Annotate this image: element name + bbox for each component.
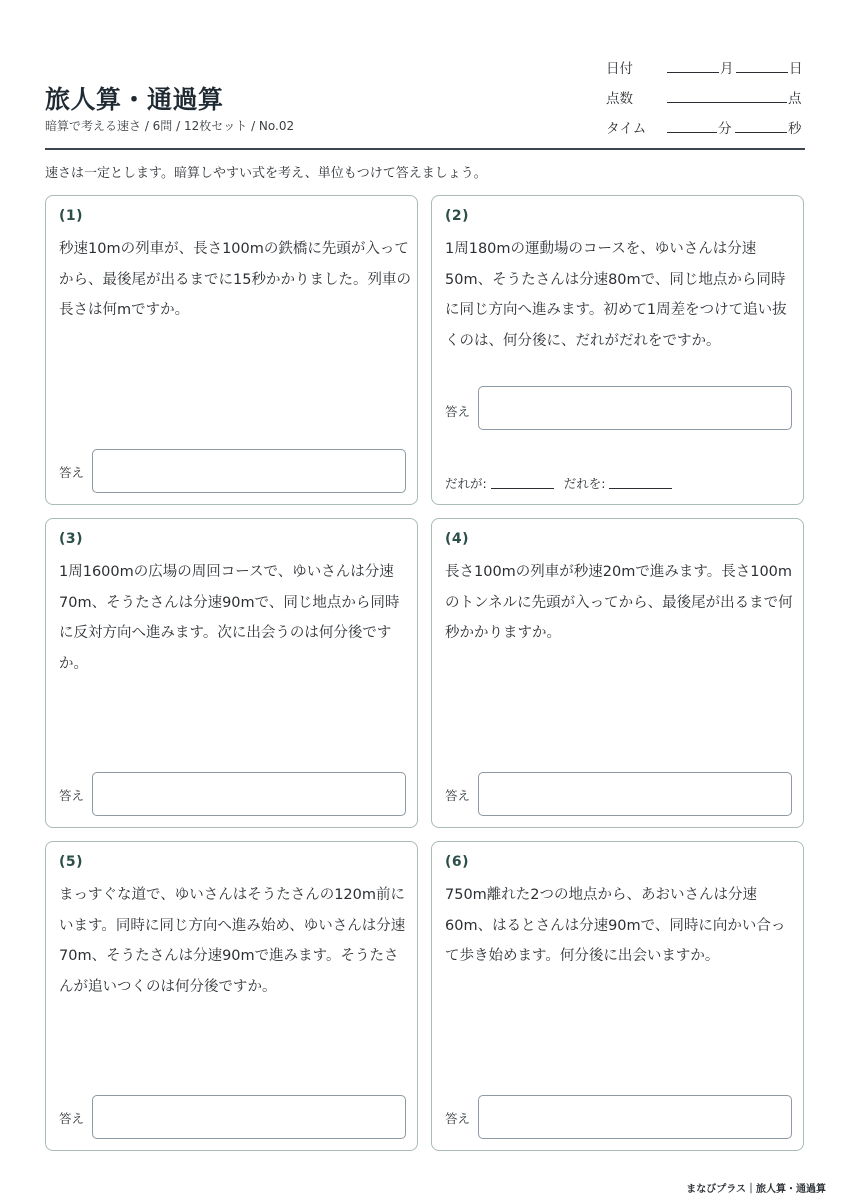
date-row	[606, 57, 806, 77]
question-card-2	[431, 195, 804, 505]
header-divider	[45, 148, 805, 150]
question-card-4	[431, 518, 804, 828]
question-text: 1周1600mの広場の周回コースで、ゆいさんは分速70m、そうたさんは分速90mで、同じ地点から同時に反対方向へ進みます。次に出会うのは何分後ですか。	[59, 564, 400, 672]
second-unit: 秒	[788, 121, 802, 137]
who-blank[interactable]	[491, 488, 554, 489]
date-label: 日付	[606, 61, 633, 77]
minute-blank[interactable]	[667, 132, 717, 133]
question-card-5	[45, 841, 418, 1151]
score-label: 点数	[606, 91, 633, 107]
day-blank[interactable]	[736, 72, 788, 73]
question-number: (1)	[59, 208, 84, 224]
score-row	[606, 87, 806, 107]
question-card-1	[45, 195, 418, 505]
answer-box[interactable]	[478, 1095, 792, 1139]
whom-blank[interactable]	[609, 488, 672, 489]
answer-box[interactable]	[478, 386, 792, 430]
answer-label: 答え	[59, 465, 85, 480]
second-blank[interactable]	[735, 132, 787, 133]
question-number: (3)	[59, 531, 84, 547]
question-text: 長さ100mの列車が秒速20mで進みます。長さ100mのトンネルに先頭が入ってから、最後尾が出るまで何秒かかりますか。	[445, 564, 793, 641]
instructions: 速さは一定とします。暗算しやすい式を考え、単位もつけて答えましょう。	[45, 166, 487, 181]
score-unit: 点	[788, 91, 802, 107]
day-unit: 日	[789, 61, 803, 77]
question-text: まっすぐな道で、ゆいさんはそうたさんの120m前にいます。同時に同じ方向へ進み始め、ゆいさんは分速70m、そうたさんは分速90mで進みます。そうたさんが追いつくのは何分後ですか。	[59, 887, 406, 995]
question-text: 1周180mの運動場のコースを、ゆいさんは分速50m、そうたさんは分速80mで、同じ地点から同時に同じ方向へ進みます。初めて1周差をつけて追い抜くのは、何分後に、だれがだれをですか。	[445, 241, 787, 349]
answer-label: 答え	[59, 1111, 85, 1126]
answer-label: 答え	[445, 404, 471, 419]
question-text: 秒速10mの列車が、長さ100mの鉄橋に先頭が入ってから、最後尾が出るまでに15秒かかりました。列車の長さは何mですか。	[59, 241, 411, 318]
answer-box[interactable]	[92, 772, 406, 816]
time-row	[606, 117, 806, 137]
month-blank[interactable]	[667, 72, 719, 73]
minute-unit: 分	[718, 121, 732, 137]
answer-label: 答え	[445, 1111, 471, 1126]
answer-label: 答え	[445, 788, 471, 803]
question-card-6	[431, 841, 804, 1151]
page-subtitle: 暗算で考える速さ / 6問 / 12枚セット / No.02	[45, 119, 295, 133]
question-number: (5)	[59, 854, 84, 870]
answer-box[interactable]	[92, 1095, 406, 1139]
footer-credit: まなびプラス｜旅人算・通過算	[686, 1184, 826, 1195]
score-blank[interactable]	[667, 102, 787, 103]
who-whom-row	[445, 474, 682, 492]
month-unit: 月	[720, 61, 734, 77]
answer-label: 答え	[59, 788, 85, 803]
question-number: (2)	[445, 208, 470, 224]
question-card-3	[45, 518, 418, 828]
answer-box[interactable]	[478, 772, 792, 816]
whom-label: だれを:	[563, 476, 606, 491]
time-label: タイム	[606, 121, 647, 137]
answer-box[interactable]	[92, 449, 406, 493]
who-label: だれが:	[445, 476, 487, 491]
question-number: (4)	[445, 531, 470, 547]
question-text: 750m離れた2つの地点から、あおいさんは分速60m、はるとさんは分速90mで、同時に向かい合って歩き始めます。何分後に出会いますか。	[445, 887, 786, 964]
page-title: 旅人算・通過算	[45, 85, 224, 114]
question-number: (6)	[445, 854, 470, 870]
